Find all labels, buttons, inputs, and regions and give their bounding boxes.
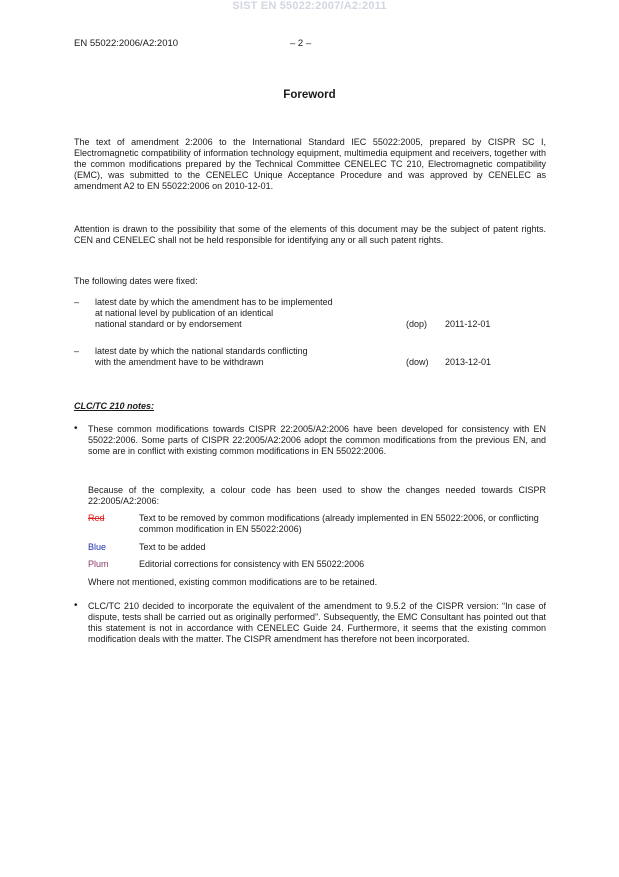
page-number: – 2 – — [290, 38, 312, 49]
colour-label-red: Red — [88, 513, 105, 523]
note-consistency: These common modifications towards CISPR 22:2005/A2:2006 have been developed for consistency with EN 55022:2006. Some parts of CISPR 22:2005/A2:2006 adopt the common modifications from the previous EN, and some are in conflict with existing common modifications in EN 55022:2006. — [88, 424, 546, 456]
note-retained: Where not mentioned, existing common modifications are to be retained. — [88, 577, 378, 587]
date-item-dop — [74, 297, 546, 333]
date-description-line: with the amendment have to be withdrawn — [95, 357, 264, 367]
notes-heading: CLC/TC 210 notes: — [74, 401, 155, 411]
watermark: SIST EN 55022:2007/A2:2011 — [232, 0, 387, 12]
paragraph-dates-intro: The following dates were fixed: — [74, 276, 198, 286]
date-value: 2011-12-01 — [445, 319, 491, 329]
colour-code-red — [88, 513, 546, 537]
date-description-line: national standard or by endorsement — [95, 319, 242, 329]
date-item-dow — [74, 346, 546, 370]
colour-label-blue: Blue — [88, 542, 107, 552]
note-cisPR-amendment: CLC/TC 210 decided to incorporate the equivalent of the amendment to 9.5.2 of the CISPR version: “In case of dispute, tests shall be carried out as originally performed”. Subsequently, the EMC Consultant has pointed out that this statement is not in accordance with CENELEC Guide 24. Furthermore, it seems that the existing common modification deals with the matter. The CISPR amendment has therefore not been incorporated. — [88, 601, 546, 644]
page-title: Foreword — [283, 89, 336, 101]
date-value: 2013-12-01 — [445, 357, 492, 367]
bullet-marker: • — [74, 423, 78, 434]
colour-description-blue: Text to be added — [139, 542, 206, 552]
note-colour-code-intro: Because of the complexity, a colour code has been used to show the changes needed towards CISPR 22:2005/A2:2006: — [88, 485, 546, 506]
date-code: (dop) — [406, 319, 428, 329]
colour-description-plum: Editorial corrections for consistency with EN 55022:2006 — [139, 559, 365, 569]
dash-marker: – — [74, 297, 80, 307]
date-description-line: at national level by publication of an identical — [95, 308, 274, 318]
paragraph-patent-rights: Attention is drawn to the possibility that some of the elements of this document may be the subject of patent rights. CEN and CENELEC shall not be held responsible for identifying any or all such patent rights. — [74, 224, 546, 245]
dash-marker: – — [74, 346, 80, 356]
bullet-marker: • — [74, 600, 78, 611]
date-description — [95, 297, 395, 330]
colour-label-plum: Plum — [88, 559, 109, 569]
document-id: EN 55022:2006/A2:2010 — [74, 38, 179, 49]
paragraph-amendment-text: The text of amendment 2:2006 to the International Standard IEC 55022:2005, prepared by CISPR SC I, Electromagnetic compatibility of information technology equipment, multimedia equipment and receivers, together with the common modifications prepared by the Technical Committee CENELEC TC 210, Electromagnetic compatibility (EMC), was submitted to the CENELEC Unique Acceptance Procedure and was approved by CENELEC as amendment A2 to EN 55022:2006 on 2010-12-01. — [74, 137, 546, 191]
date-description — [95, 346, 395, 368]
colour-description-red: Text to be removed by common modifications (already implemented in EN 55022:2006, or conflicting common modification in EN 55022:2006) — [139, 513, 539, 534]
date-code: (dow) — [406, 357, 429, 367]
date-description-line: latest date by which the national standards conflicting — [95, 346, 308, 356]
date-description-line: latest date by which the amendment has to be implemented — [95, 297, 333, 307]
colour-code-blue — [88, 542, 546, 554]
colour-code-plum — [88, 559, 546, 571]
